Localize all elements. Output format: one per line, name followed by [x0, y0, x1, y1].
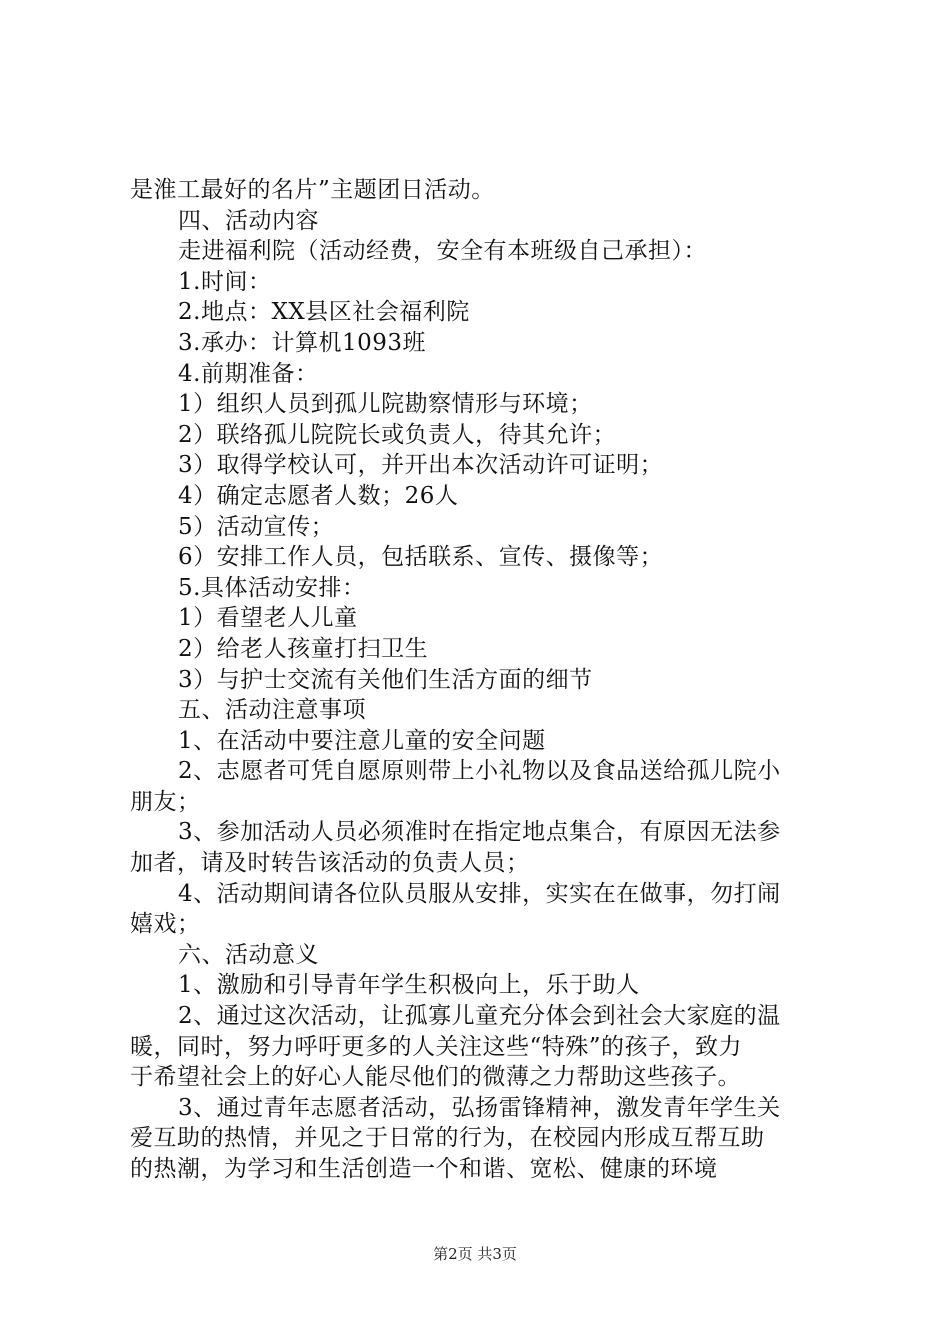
- list-item: 5）活动宣传；: [178, 513, 335, 540]
- list-item: 1）组织人员到孤儿院勘察情形与环境；: [178, 391, 593, 418]
- list-item: 1）看望老人儿童: [178, 605, 358, 632]
- list-item: 3）取得学校认可，并开出本次活动许可证明；: [178, 452, 664, 479]
- list-item: 5.具体活动安排：: [178, 574, 366, 601]
- text-line: 走进福利院（活动经费，安全有本班级自己承担）：: [178, 238, 707, 265]
- text-line: 朋友；: [130, 788, 201, 815]
- text-line: 于希望社会上的好心人能尽他们的微薄之力帮助这些孩子。: [130, 1064, 741, 1091]
- section-heading: 五、活动注意事项: [178, 697, 366, 724]
- list-item: 3）与护士交流有关他们生活方面的细节: [178, 666, 593, 693]
- list-item: 1.时间：: [178, 268, 272, 295]
- section-heading: 四、活动内容: [178, 207, 319, 234]
- text-line: 加者，请及时转告该活动的负责人员；: [130, 850, 530, 877]
- document-body: [130, 175, 830, 1185]
- list-item: 4）确定志愿者人数；26人: [178, 482, 459, 509]
- list-item: 2）给老人孩童打扫卫生: [178, 635, 429, 662]
- text-line: 暖，同时，努力呼吁更多的人关注这些“特殊”的孩子，致力: [130, 1033, 743, 1060]
- section-heading: 六、活动意义: [178, 941, 319, 968]
- list-item: 2）联络孤儿院院长或负责人，待其允许；: [178, 421, 617, 448]
- text-line: 爱互助的热情，并见之于日常的行为，在校园内形成互帮互助: [130, 1125, 765, 1152]
- list-item: 1、激励和引导青年学生积极向上，乐于助人: [178, 972, 640, 999]
- list-item: 2.地点：XX县区社会福利院: [178, 299, 470, 326]
- text-line: 嬉戏；: [130, 911, 201, 938]
- list-item: 3、通过青年志愿者活动，弘扬雷锋精神，激发青年学生关: [178, 1094, 781, 1121]
- text-line: 是淮工最好的名片”主题团日活动。: [130, 177, 495, 203]
- list-item: 3.承办：计算机1093班: [178, 329, 426, 356]
- list-item: 4.前期准备：: [178, 360, 319, 387]
- list-item: 3、参加活动人员必须准时在指定地点集合，有原因无法参: [178, 819, 781, 846]
- list-item: 4、活动期间请各位队员服从安排，实实在在做事，勿打闹: [178, 880, 781, 907]
- list-item: 6）安排工作人员，包括联系、宣传、摄像等；: [178, 544, 664, 571]
- page-footer: 第2页 共3页: [433, 1245, 517, 1263]
- list-item: 2、志愿者可凭自愿原则带上小礼物以及食品送给孤儿院小: [178, 758, 781, 785]
- text-line: 的热潮，为学习和生活创造一个和谐、宽松、健康的环境: [130, 1156, 718, 1182]
- list-item: 1、在活动中要注意儿童的安全问题: [178, 727, 546, 754]
- list-item: 2、通过这次活动，让孤寡儿童充分体会到社会大家庭的温: [178, 1003, 781, 1030]
